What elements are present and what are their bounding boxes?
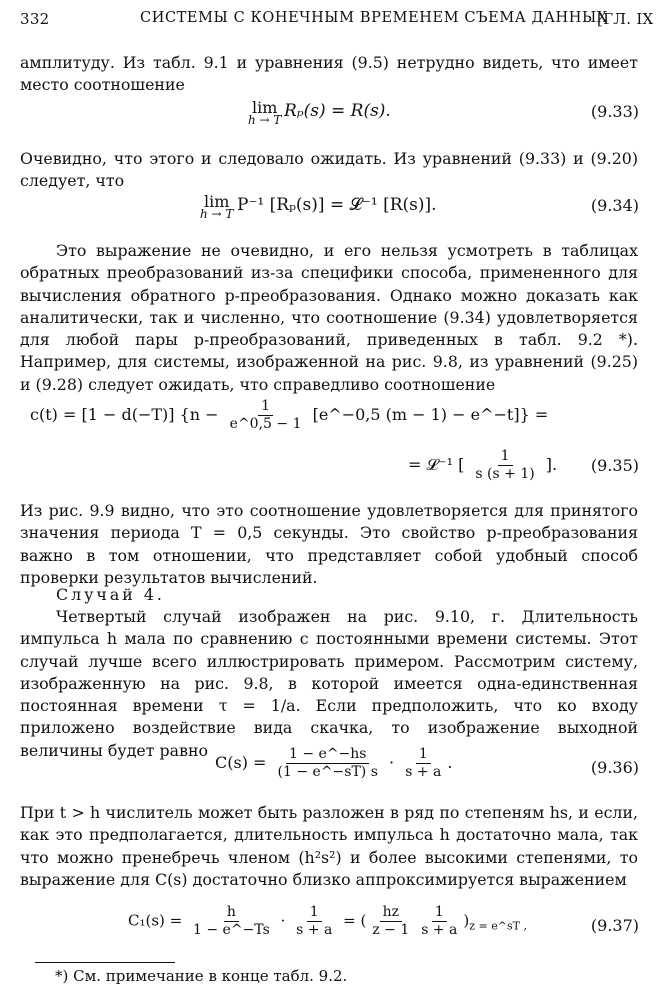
case-heading: Случай 4. xyxy=(56,585,165,604)
paragraph-2: Очевидно, что этого и следовало ожидать. Из уравнений (9.33) и (9.20) следует, что xyxy=(20,149,638,191)
paragraph-3: Это выражение не очевидно, и его нельзя усмотреть в таблицах обратных преобразований из-за специфики способа, примененного для вычисления обратного p-преобразования. Однако можно доказать как аналитически, так и численно, что соотношение (9.34) удовлетворяется для любой пары p-преобразований, приведенных в табл. 9.2 *). Например, для системы, изображенной на рис. 9.8, из уравнений (9.25) и (9.28) следует ожидать, что справедливо соотношение xyxy=(20,241,638,394)
paragraph-4: Из рис. 9.9 видно, что это соотношение удовлетворяется для принятого значения периода T = 0,5 секунды. Это свойство p-преобразования важно в том отношении, что представляет собой удобный способ проверки результатов вычислений. xyxy=(20,501,638,587)
eq934-number: (9.34) xyxy=(590,196,639,215)
paragraph-5: Четвертый случай изображен на рис. 9.10, г. Длительность импульса h мала по сравнению с постоянными времени системы. Этот случай лучше всего иллюстрировать примером. Рассмотрим систему, изображенную на рис. 9.8, в которой имеется одна-единственная постоянная времени τ = 1/a. Если предположить, что ко входу приложено воздействие вида скачка, то изображение выходной величины будет равно xyxy=(20,607,638,760)
running-title: СИСТЕМЫ С КОНЕЧНЫМ ВРЕМЕНЕМ СЪЕМА ДАННЫХ xyxy=(140,10,608,26)
eq935-line2: = 𝓛⁻¹ [ $\frac{1}{s (s + 1)}$ ]. xyxy=(408,448,558,482)
eq937: C₁(s) = $\frac{h}{1 - e\^{}-Ts}$ · $\frac{1}{s + a}$ = ( $\frac{hz}{z - 1}$ $\frac{1}{s + a}$ )$_{z = e\^{}sT ,}$ xyxy=(128,904,527,938)
chapter-label: [ГЛ. IX xyxy=(597,10,654,28)
eq934-limit: lim h → T xyxy=(200,192,234,221)
paragraph-6: При t > h числитель может быть разложен в ряд по степеням hs, и если, как это предполагается, длительность импульса h достаточно мала, так что можно пренебречь членом (h²s²) и более высокими степенями, то выражение для C(s) достаточно близко аппроксимируется выражением xyxy=(20,803,638,889)
eq933-body: Rₚ(s) = R(s). xyxy=(284,101,391,121)
eq934-body: P⁻¹ [Rₚ(s)] = 𝓛⁻¹ [R(s)]. xyxy=(237,195,437,215)
eq935-number: (9.35) xyxy=(590,456,639,475)
footnote: *) См. примечание в конце табл. 9.2. xyxy=(55,967,348,985)
paragraph-1: амплитуду. Из табл. 9.1 и уравнения (9.5) нетрудно видеть, что имеет место соотношение xyxy=(20,53,638,95)
eq936: C(s) = $\frac{1 - e\^{}-hs}{(1 - e\^{}-sT) s}$ · $\frac{1}{s + a}$ . xyxy=(215,746,453,780)
footnote-rule xyxy=(35,962,175,963)
eq937-number: (9.37) xyxy=(590,916,639,935)
eq936-number: (9.36) xyxy=(590,758,639,777)
eq933-number: (9.33) xyxy=(590,102,639,121)
page-number: 332 xyxy=(20,10,50,28)
eq935-line1: c(t) = [1 − d(−T)] {n − $\frac{1}{e\^{}0,5 - 1}$ [e^−0,5 (m − 1) − e^−t]} = xyxy=(30,398,549,432)
eq933-limit: lim h → T xyxy=(248,98,282,127)
